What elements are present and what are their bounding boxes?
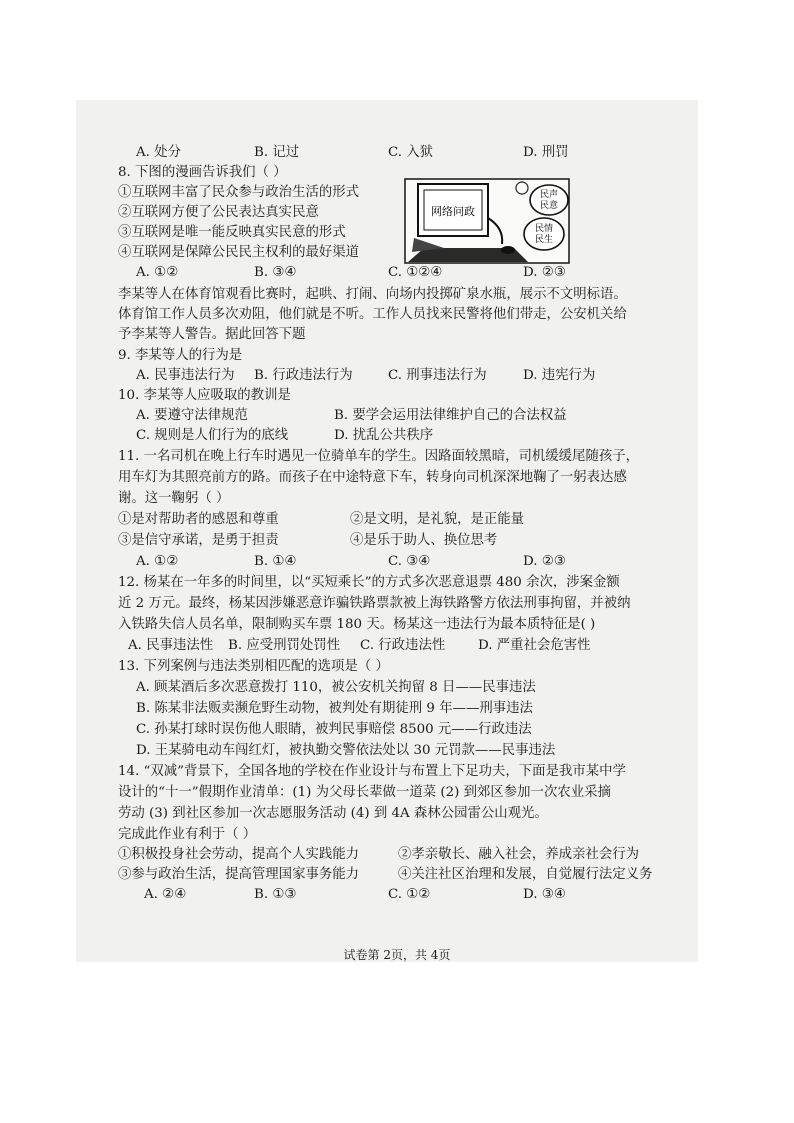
q14-option-a: A. ②④: [144, 887, 187, 902]
bubble-top-line1: 民声: [539, 190, 559, 200]
q11-item-4: ④是乐于助人、换位思考: [350, 533, 498, 548]
cartoon-screen-text: 网络问政: [431, 205, 475, 218]
q13-option-d: D. 王某骑电动车闯红灯，被执勤交警依法处以 30 元罚款——民事违法: [136, 743, 556, 758]
material-line-3: 予李某等人警告。据此回答下题: [118, 327, 306, 342]
q12-option-c: C. 行政违法性: [360, 638, 446, 653]
q8-item-3: ③互联网是唯一能反映真实民意的形式: [118, 225, 346, 240]
q8-option-b: B. ③④: [254, 265, 297, 280]
q14-stem-2: 设计的“十一”假期作业清单：(1) 为父母长辈做一道菜 (2) 到郊区参加一次农业采摘: [118, 785, 611, 800]
q13-stem: 13. 下列案例与违法类别相匹配的选项是（ ）: [118, 659, 389, 674]
q12-option-b: B. 应受刑罚处罚性: [228, 638, 341, 653]
q7-option-a: A. 处分: [136, 145, 181, 160]
q14-item-1: ①积极投身社会劳动，提高个人实践能力: [118, 847, 360, 862]
q13-option-c: C. 孙某打球时误伤他人眼睛，被判民事赔偿 8500 元——行政违法: [136, 722, 532, 737]
cartoon-image: [404, 178, 570, 264]
q14-option-d: D. ③④: [523, 887, 566, 902]
q7-option-b: B. 记过: [254, 145, 300, 160]
q14-item-3: ③参与政治生活，提高管理国家事务能力: [118, 867, 360, 882]
q9-stem: 9. 李某等人的行为是: [118, 348, 243, 363]
q12-option-d: D. 严重社会危害性: [478, 638, 591, 653]
q10-option-b: B. 要学会运用法律维护自己的合法权益: [334, 408, 567, 423]
q8-item-1: ①互联网丰富了民众参与政治生活的形式: [118, 185, 360, 200]
q9-option-a: A. 民事违法行为: [136, 368, 235, 383]
q8-option-d: D. ②③: [523, 265, 566, 280]
q11-option-d: D. ②③: [523, 554, 566, 569]
q8-option-c: C. ①②④: [388, 265, 443, 280]
q12-option-a: A. 民事违法性: [128, 638, 214, 653]
q14-option-c: C. ①②: [388, 887, 431, 902]
q14-item-4: ④关注社区治理和发展，自觉履行法定义务: [398, 867, 653, 882]
q7-option-c: C. 入狱: [388, 145, 434, 160]
q8-item-2: ②互联网方便了公民表达真实民意: [118, 205, 319, 220]
q14-item-2: ②孝亲敬长、融入社会，养成亲社会行为: [398, 847, 640, 862]
q10-option-a: A. 要遵守法律规范: [136, 408, 248, 423]
q10-option-c: C. 规则是人们行为的底线: [136, 428, 289, 443]
q11-option-c: C. ③④: [388, 554, 431, 569]
q13-option-a: A. 顾某酒后多次恶意拨打 110，被公安机关拘留 8 日——民事违法: [136, 680, 536, 695]
q11-stem-2: 用车灯为其照亮前方的路。而孩子在中途特意下车，转身向司机深深地鞠了一躬表达感: [118, 470, 627, 485]
q9-option-c: C. 刑事违法行为: [388, 368, 487, 383]
bubble-bottom-line2: 民生: [534, 235, 554, 245]
q9-option-b: B. 行政违法行为: [254, 368, 353, 383]
q11-item-3: ③是信守承诺，是勇于担责: [118, 533, 279, 548]
q8-option-a: A. ①②: [136, 265, 179, 280]
q12-stem-1: 12. 杨某在一年多的时间里，以“买短乘长”的方式多次恶意退票 480 余次，涉案金额: [118, 575, 620, 590]
q12-stem-3: 入铁路失信人员名单，限制购买车票 180 天。杨某这一违法行为最本质特征是( ): [118, 617, 596, 632]
q14-stem-3: 劳动 (3) 到社区参加一次志愿服务活动 (4) 到 4A 森林公园雷公山观光。: [118, 806, 548, 821]
q14-option-b: B. ①③: [254, 887, 297, 902]
q10-stem: 10. 李某等人应吸取的教训是: [118, 388, 291, 403]
material-line-2: 体育馆工作人员多次劝阻，他们就是不听。工作人员找来民警将他们带走，公安机关给: [118, 307, 627, 322]
q11-item-2: ②是文明，是礼貌，是正能量: [350, 512, 525, 527]
material-line-1: 李某等人在体育馆观看比赛时，起哄、打闹、向场内投掷矿泉水瓶，展示不文明标语。: [118, 287, 627, 302]
bubble-bottom-line1: 民情: [534, 224, 554, 234]
q12-stem-2: 近 2 万元。最终，杨某因涉嫌恶意诈骗铁路票款被上海铁路警方依法刑事拘留，并被纳: [118, 596, 631, 611]
q11-stem-1: 11. 一名司机在晚上行车时遇见一位骑单车的学生。因路面较黑暗，司机缓缓尾随孩子，: [118, 449, 640, 464]
page-footer: 试卷第 2页，共 4页: [343, 948, 451, 962]
q9-option-d: D. 违宪行为: [523, 368, 596, 383]
q14-stem-1: 14. “双减”背景下，全国各地的学校在作业设计与布置上下足功夫，下面是我市某中学: [118, 764, 626, 779]
q7-option-d: D. 刑罚: [523, 145, 569, 160]
q10-option-d: D. 扰乱公共秩序: [334, 428, 434, 443]
q11-option-a: A. ①②: [136, 554, 179, 569]
q8-item-4: ④互联网是保障公民民主权利的最好渠道: [118, 245, 360, 260]
q11-option-b: B. ①④: [254, 554, 297, 569]
bubble-top-line2: 民意: [539, 201, 559, 211]
q13-option-b: B. 陈某非法贩卖濒危野生动物，被判处有期徒刑 9 年——刑事违法: [136, 701, 533, 716]
q8-stem: 8. 下图的漫画告诉我们（ ）: [118, 165, 287, 180]
q14-stem-4: 完成此作业有利于（ ）: [118, 827, 257, 842]
q11-item-1: ①是对帮助者的感恩和尊重: [118, 512, 279, 527]
q11-stem-3: 谢。这一鞠躬（ ）: [118, 491, 230, 506]
